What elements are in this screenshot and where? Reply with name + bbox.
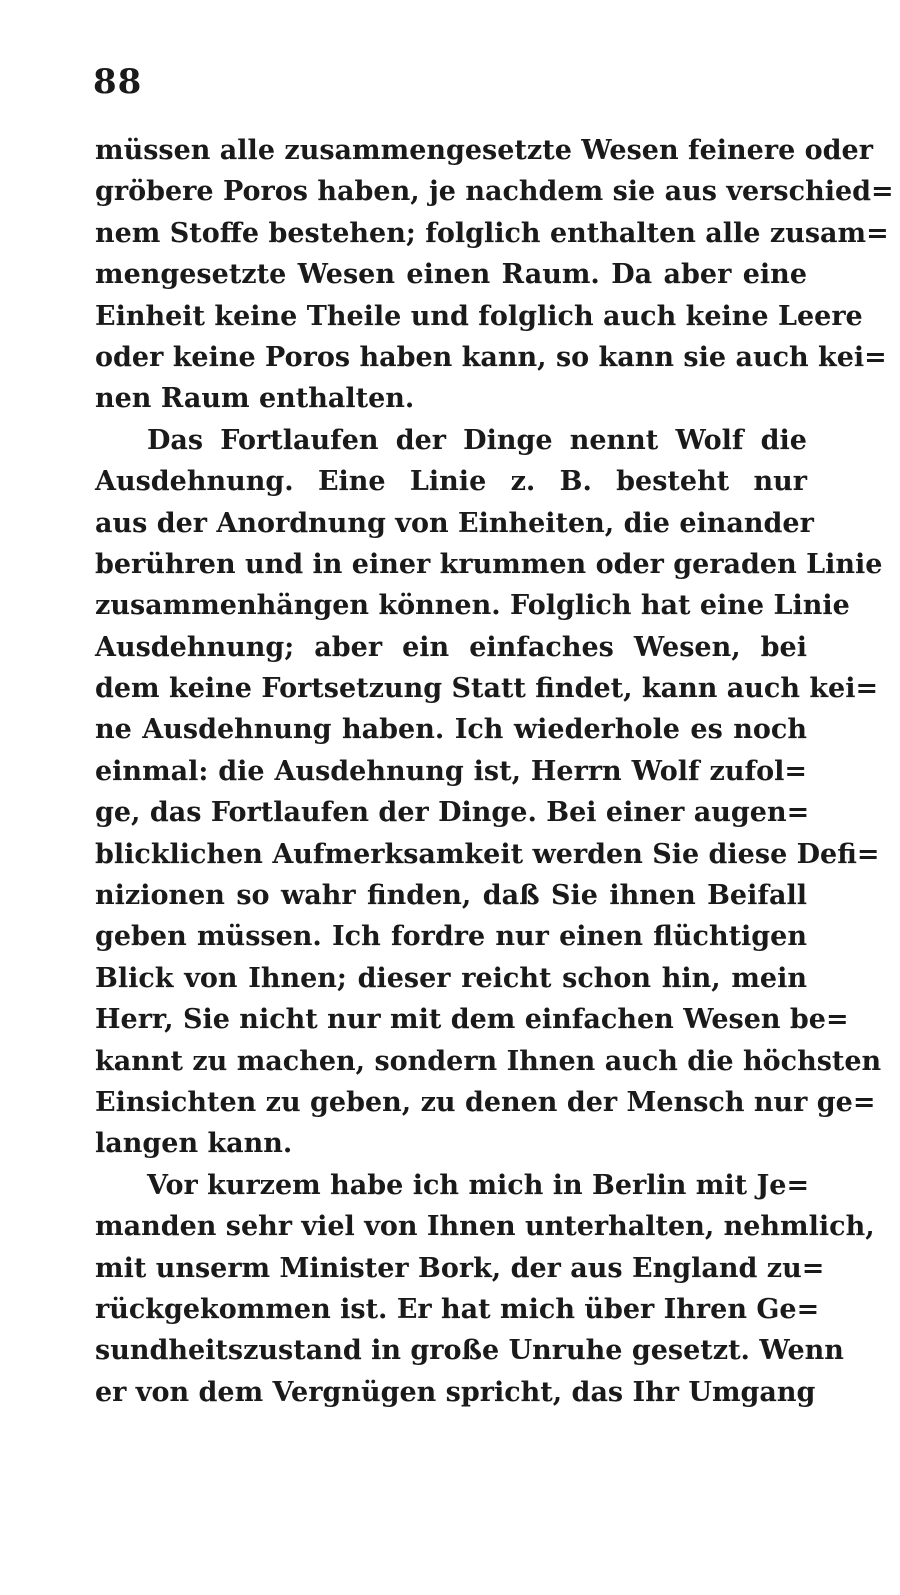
text-line: manden sehr viel von Ihnen unterhalten, nehmlich, [95,1211,875,1243]
text-line: berühren und in einer krummen oder geraden Linie [95,548,883,580]
text-line: aus der Anordnung von Einheiten, die einander [95,507,814,539]
text-line: nen Raum enthalten. [95,383,415,415]
paragraph-1 [95,130,894,420]
text-line: müssen alle zusammengesetzte Wesen feinere oder [95,135,873,166]
text-line: nem Stoffe bestehen; folglich enthalten alle zusam= [95,217,889,249]
text-line: Das Fortlaufen der Dinge nennt Wolf die [147,424,807,456]
page-number: 88 [93,62,143,102]
text-line: kannt zu machen, sondern Ihnen auch die höchsten [95,1045,882,1077]
paragraph-3 [95,1165,875,1413]
paragraph-2 [95,420,883,1165]
text-line: nizionen so wahr finden, daß Sie ihnen Beifall [95,880,807,912]
text-line: oder keine Poros haben kann, so kann sie auch kei= [95,341,887,373]
text-line: mengesetzte Wesen einen Raum. Da aber eine [95,259,807,291]
text-line: dem keine Fortsetzung Statt findet, kann auch kei= [95,673,879,705]
text-line: er von dem Vergnügen spricht, das Ihr Umgang [95,1376,816,1408]
text-line: ge, das Fortlaufen der Dinge. Bei einer augen= [95,797,810,829]
text-line: Vor kurzem habe ich mich in Berlin mit Je= [147,1169,810,1201]
text-line: Einheit keine Theile und folglich auch keine Leere [95,300,863,332]
text-line: rückgekommen ist. Er hat mich über Ihren Ge= [95,1293,820,1325]
text-line: Ausdehnung. Eine Linie z. B. besteht nur [95,466,807,498]
text-line: zusammenhängen können. Folglich hat eine Linie [95,590,850,622]
text-line: Herr, Sie nicht nur mit dem einfachen Wesen be= [95,1004,849,1036]
text-line: einmal: die Ausdehnung ist, Herrn Wolf zufol= [95,755,807,787]
text-line: geben müssen. Ich fordre nur einen flüchtigen [95,921,807,953]
body-text [95,130,894,1413]
text-line: blicklichen Aufmerksamkeit werden Sie diese Defi= [95,838,880,870]
text-line: langen kann. [95,1128,293,1160]
text-line: Einsichten zu geben, zu denen der Mensch nur ge= [95,1086,876,1118]
text-line: Ausdehnung; aber ein einfaches Wesen, bei [95,631,807,663]
text-line: Blick von Ihnen; dieser reicht schon hin, mein [95,962,807,994]
text-line: gröbere Poros haben, je nachdem sie aus verschied= [95,176,894,208]
text-line: ne Ausdehnung haben. Ich wiederhole es noch [95,714,807,746]
text-line: sundheitszustand in große Unruhe gesetzt. Wenn [95,1335,844,1367]
text-line: mit unserm Minister Bork, der aus England zu= [95,1252,825,1284]
